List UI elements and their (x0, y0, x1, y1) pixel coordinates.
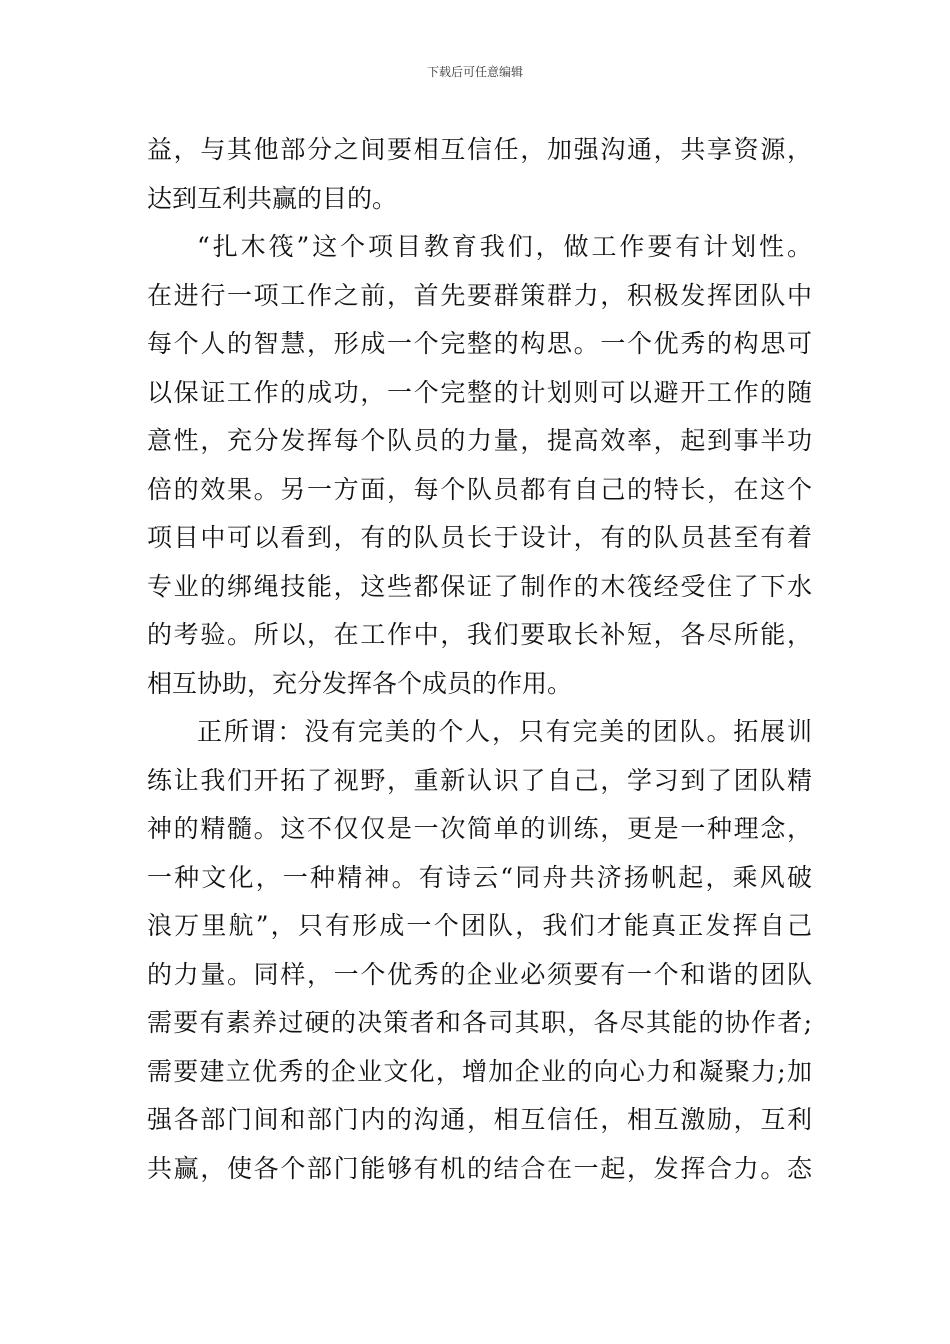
paragraph-2-line: “扎木筏”这个项目教育我们，做工作要有计划性。 (197, 232, 812, 261)
paragraph-2-line: 专业的绑绳技能，这些都保证了制作的木筏经受住了下水 (147, 571, 812, 601)
document-body (147, 126, 812, 1193)
page-header: 下载后可任意编辑 (426, 65, 523, 79)
paragraph-3-line: 神的精髓。这不仅仅是一次简单的训练，更是一种理念， (147, 814, 812, 843)
paragraph-3-line: 浪万里航”，只有形成一个团队，我们才能真正发挥自己 (147, 911, 812, 940)
paragraph-3-line: 需要建立优秀的企业文化，增加企业的向心力和凝聚力;加 (147, 1056, 812, 1086)
paragraph-1-line: 益，与其他部分之间要相互信任，加强沟通，共享资源， (147, 135, 812, 164)
paragraph-3-line: 需要有素养过硬的决策者和各司其职，各尽其能的协作者; (147, 1008, 812, 1037)
paragraph-3-line: 一种文化，一种精神。有诗云“同舟共济扬帆起，乘风破 (147, 862, 812, 892)
paragraph-2-line: 每个人的智慧，形成一个完整的构思。一个优秀的构思可 (147, 329, 812, 358)
paragraph-3-line: 正所谓：没有完美的个人，只有完美的团队。拓展训 (197, 717, 812, 746)
paragraph-2-line: 以保证工作的成功，一个完整的计划则可以避开工作的随 (147, 377, 812, 407)
paragraph-2-line: 相互协助，充分发挥各个成员的作用。 (147, 668, 573, 698)
paragraph-3-line: 共赢，使各个部门能够有机的结合在一起，发挥合力。态 (147, 1153, 812, 1183)
paragraph-3-line: 强各部门间和部门内的沟通，相互信任，相互激励，互利 (147, 1105, 812, 1134)
paragraph-2-line: 意性，充分发挥每个队员的力量，提高效率，起到事半功 (147, 426, 812, 455)
paragraph-1-line: 达到互利共赢的目的。 (147, 183, 398, 213)
paragraph-2-line: 的考验。所以，在工作中，我们要取长补短，各尽所能， (147, 620, 812, 649)
paragraph-2-line: 项目中可以看到，有的队员长于设计，有的队员甚至有着 (147, 523, 812, 552)
paragraph-3-line: 的力量。同样，一个优秀的企业必须要有一个和谐的团队 (147, 959, 812, 989)
paragraph-3-line: 练让我们开拓了视野，重新认识了自己，学习到了团队精 (147, 765, 812, 795)
paragraph-2-line: 倍的效果。另一方面，每个队员都有自己的特长，在这个 (147, 474, 812, 504)
paragraph-2-line: 在进行一项工作之前，首先要群策群力，积极发挥团队中 (147, 280, 812, 310)
